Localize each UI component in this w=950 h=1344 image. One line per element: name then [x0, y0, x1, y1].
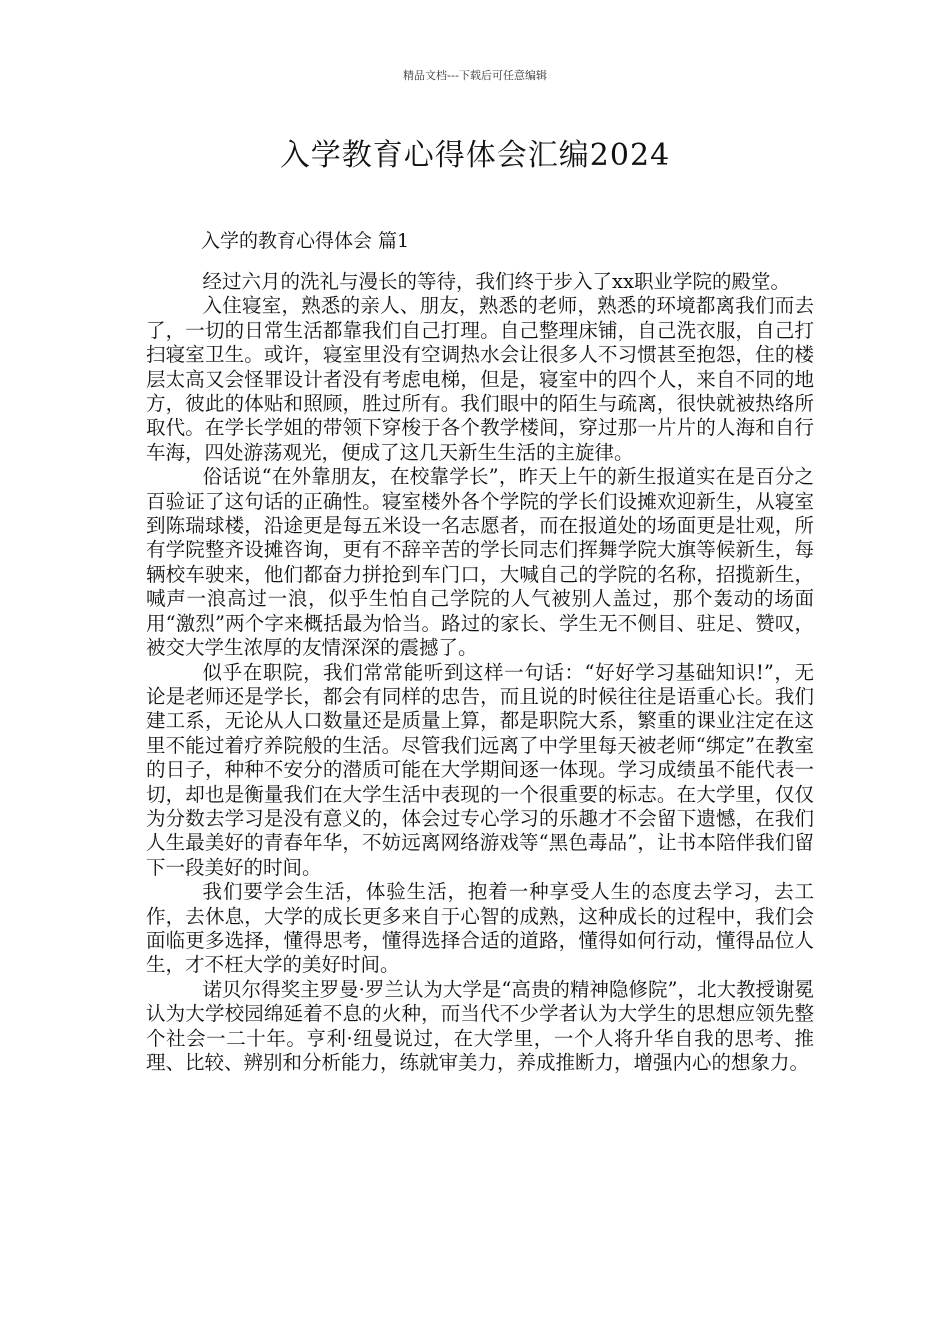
paragraph: 似乎在职院，我们常常能听到这样一句话：“好好学习基础知识!”，无论是老师还是学长，都会有同样的忠告，而且说的时候往往是语重心长。我们建工系，无论从人口数量还是质量上算，都是职院大系，繁重的课业注定在这里不能过着疗养院般的生活。尽管我们远离了中学里每天被老师“绑定”在教室的日子，种种不安分的潜质可能在大学期间逐一体现。学习成绩虽不能代表一切，却也是衡量我们在大学生活中表现的一个很重要的标志。在大学里，仅仅为分数去学习是没有意义的，体会过专心学习的乐趣才不会留下遗憾，在我们人生最美好的青春年华，不妨远离网络游戏等“黑色毒品”，让书本陪伴我们留下一段美好的时间。 — [146, 660, 814, 879]
header-note: 精品文档---下载后可任意编辑 — [403, 69, 547, 82]
paragraph: 诺贝尔得奖主罗曼·罗兰认为大学是“高贵的精神隐修院”，北大教授谢冕认为大学校园绵延着不息的火种，而当代不少学者认为大学生的思想应领先整个社会一二十年。亨利·纽曼说过，在大学里，一个人将升华自我的思考、推理、比较、辨别和分析能力，练就审美力，养成推断力，增强内心的想象力。 — [146, 977, 814, 1074]
paragraph: 经过六月的洗礼与漫长的等待，我们终于步入了xx职业学院的殿堂。 — [202, 270, 791, 293]
paragraph: 俗话说“在外靠朋友，在校靠学长”，昨天上午的新生报道实在是百分之百验证了这句话的正确性。寝室楼外各个学院的学长们设摊欢迎新生，从寝室到陈瑞球楼，沿途更是每五米设一名志愿者，而在报道处的场面更是壮观，所有学院整齐设摊咨询，更有不辞辛苦的学长同志们挥舞学院大旗等候新生，每辆校车驶来，他们都奋力拼抢到车门口，大喊自己的学院的名称，招揽新生，喊声一浪高过一浪，似乎生怕自己学院的人气被别人盖过，那个轰动的场面用“激烈”两个字来概括最为恰当。路过的家长、学生无不侧目、驻足、赞叹，被交大学生浓厚的友情深深的震撼了。 — [146, 465, 814, 660]
paragraph: 我们要学会生活，体验生活，抱着一种享受人生的态度去学习，去工作，去休息，大学的成长更多来自于心智的成熟，这种成长的过程中，我们会面临更多选择，懂得思考，懂得选择合适的道路，懂得如何行动，懂得品位人生，才不枉大学的美好时间。 — [146, 880, 814, 977]
section-heading: 入学的教育心得体会 篇1 — [201, 230, 410, 252]
document-body — [146, 270, 814, 1075]
document-title: 入学教育心得体会汇编2024 — [279, 138, 671, 173]
paragraph: 入住寝室，熟悉的亲人、朋友，熟悉的老师，熟悉的环境都离我们而去了，一切的日常生活都靠我们自己打理。自己整理床铺，自己洗衣服，自己打扫寝室卫生。或许，寝室里没有空调热水会让很多人不习惯甚至抱怨，住的楼层太高又会怪罪设计者没有考虑电梯，但是，寝室中的四个人，来自不同的地方，彼此的体贴和照顾，胜过所有。我们眼中的陌生与疏离，很快就被热络所取代。在学长学姐的带领下穿梭于各个教学楼间，穿过那一片片的人海和自行车海，四处游荡观光，便成了这几天新生生活的主旋律。 — [146, 294, 814, 464]
